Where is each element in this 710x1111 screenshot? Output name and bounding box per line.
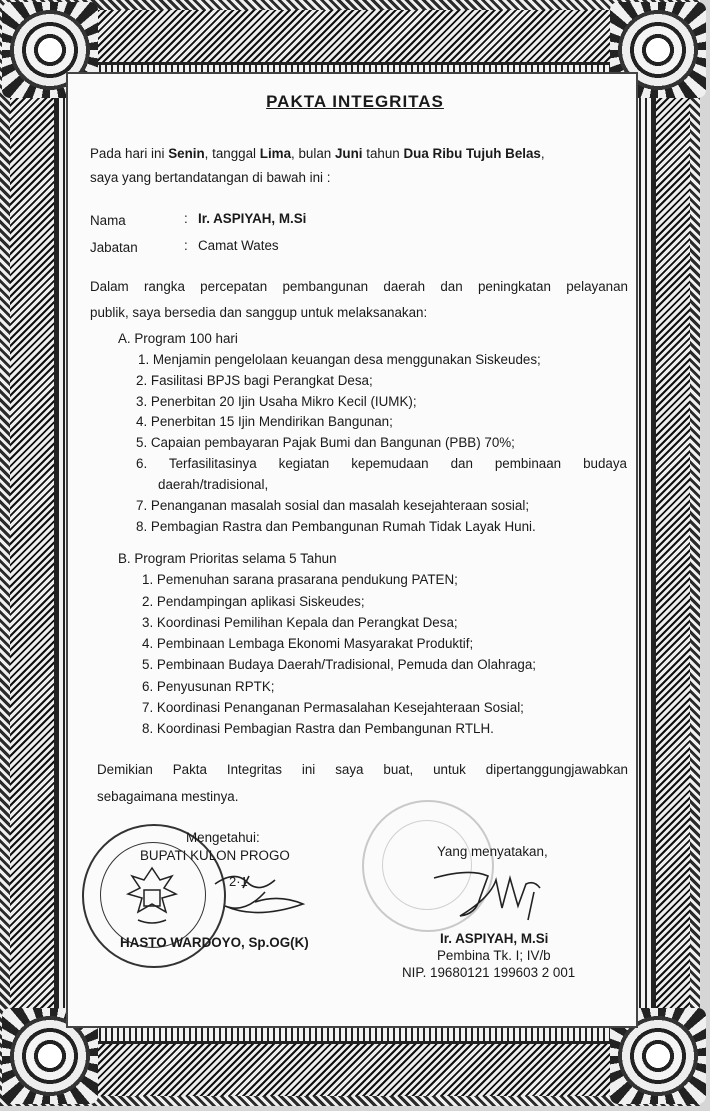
name-separator: : [184, 211, 188, 226]
acknowledged-label: Mengetahui: [186, 830, 260, 845]
section-b-item: 2. Pendampingan aplikasi Siskeudes; [142, 594, 365, 609]
closing-line-2: sebagaimana mestinya. [97, 789, 239, 804]
section-a-item: 8. Pembagian Rastra dan Pembangunan Rumah Tidak Layak Huni. [136, 519, 536, 534]
section-b-item: 4. Pembinaan Lembaga Ekonomi Masyarakat Produktif; [142, 636, 474, 651]
section-b-heading: B. Program Prioritas selama 5 Tahun [118, 551, 337, 566]
signatory-name: Ir. ASPIYAH, M.Si [440, 931, 549, 946]
section-a-item: 6. Terfasilitasinya kegiatan kepemudaan dan pembinaan budaya [136, 456, 627, 471]
section-b-item: 5. Pembinaan Budaya Daerah/Tradisional, Pemuda dan Olahraga; [142, 657, 537, 672]
section-a-item: 2. Fasilitasi BPJS bagi Perangkat Desa; [136, 373, 373, 388]
intro-year: Dua Ribu Tujuh Belas [403, 146, 541, 161]
section-b-item: 6. Penyusunan RPTK; [142, 679, 275, 694]
intro-month: Juni [334, 146, 363, 161]
closing-line-1: Demikian Pakta Integritas ini saya buat, untuk dipertanggungjawabkan [97, 762, 628, 777]
section-b-item: 3. Koordinasi Pemilihan Kepala dan Perangkat Desa; [142, 615, 458, 630]
regent-office: BUPATI KULON PROGO [140, 848, 290, 863]
section-a-item: 7. Penanganan masalah sosial dan masalah kesejahteraan sosial; [136, 498, 530, 513]
section-a-item: 5. Capaian pembayaran Pajak Bumi dan Bangunan (PBB) 70%; [136, 435, 515, 450]
regent-name: HASTO WARDOYO, Sp.OG(K) [120, 935, 309, 950]
section-a-item: 3. Penerbitan 20 Ijin Usaha Mikro Kecil (IUMK); [136, 394, 417, 409]
declared-label: Yang menyatakan, [437, 844, 548, 859]
name-label: Nama [90, 213, 126, 228]
intro-line-2: saya yang bertandatangan di bawah ini : [90, 170, 331, 185]
intro-line-1 [90, 146, 545, 162]
section-a-heading: A. Program 100 hari [118, 331, 238, 346]
intro-text: , bulan [291, 146, 332, 161]
section-a-item: 1. Menjamin pengelolaan keuangan desa menggunakan Siskeudes; [138, 352, 541, 367]
signatory-nip: NIP. 19680121 199603 2 001 [402, 965, 576, 980]
position-separator: : [184, 238, 188, 253]
intro-day: Senin [168, 146, 205, 161]
intro-text: tahun [366, 146, 400, 161]
intro-date: Lima [259, 146, 292, 161]
signatory-rank: Pembina Tk. I; IV/b [437, 948, 551, 963]
signatory-signature [430, 858, 570, 928]
regent-signature [205, 862, 355, 922]
intro-text: Pada hari ini [90, 146, 165, 161]
statement-line-1: Dalam rangka percepatan pembangunan daerah dan peningkatan pelayanan [90, 279, 628, 294]
position-label: Jabatan [90, 240, 138, 255]
section-b-item: 1. Pemenuhan sarana prasarana pendukung PATEN; [142, 572, 458, 587]
section-b-item: 7. Koordinasi Penanganan Permasalahan Kesejahteraan Sosial; [142, 700, 524, 715]
section-a-item: 4. Penerbitan 15 Ijin Mendirikan Bangunan; [136, 414, 393, 429]
section-a-item-continuation: daerah/tradisional, [158, 477, 269, 492]
document-title: PAKTA INTEGRITAS [266, 92, 444, 111]
section-b-item: 8. Koordinasi Pembagian Rastra dan Pembangunan RTLH. [142, 721, 494, 736]
intro-text: , tanggal [204, 146, 257, 161]
position-value: Camat Wates [198, 238, 279, 253]
statement-line-2: publik, saya bersedia dan sanggup untuk melaksanakan: [90, 305, 428, 320]
svg-text:2·1: 2·1 [229, 874, 248, 889]
intro-text: , [540, 146, 545, 161]
name-value: Ir. ASPIYAH, M.Si [198, 211, 307, 226]
